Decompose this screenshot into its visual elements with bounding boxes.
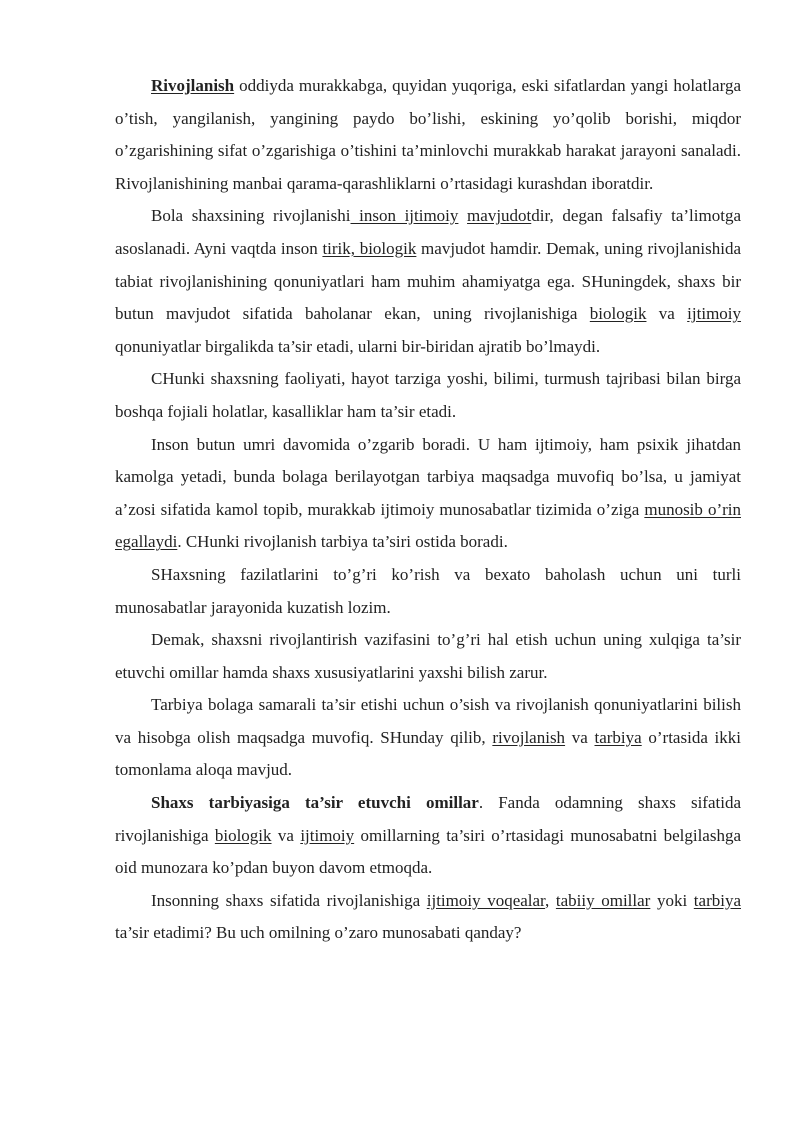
paragraph-7-text-c: va bbox=[565, 727, 595, 747]
paragraph-2-space bbox=[458, 206, 467, 225]
underlined-tirik-biologik: tirik, biologik bbox=[322, 238, 417, 258]
paragraph-9-text-c: , bbox=[545, 890, 556, 910]
section-heading-omillar: Shaxs tarbiyasiga ta’sir etuvchi omillar bbox=[151, 793, 479, 813]
paragraph-8-text-b: . Fanda odamning shaxs sifatida rivojlanishiga bbox=[115, 793, 741, 845]
term-rivojlanish: Rivojlanish bbox=[151, 76, 235, 95]
underlined-ijtimoiy-voqealar: ijtimoiy voqealar bbox=[426, 890, 546, 910]
paragraph-1-text: oddiyda murakkabga, quyidan yuqoriga, eski sifatlardan yangi holatlarga o’tish, yangilanish, yangining paydo bo’lishi, eskining yo’qolib borishi, miqdor o’zgarishining sifat o’zgarishiga o’tishini ta’minlovchi murakkab harakat jarayoni sanaladi. Rivojlanishining manbai qarama-qarashliklarni o’rtasidagi kurashdan iboratdir. bbox=[115, 76, 741, 193]
paragraph-9-text-e: yoki bbox=[650, 890, 694, 910]
paragraph-2 bbox=[115, 200, 741, 363]
underlined-ijtimoiy: ijtimoiy bbox=[687, 304, 742, 324]
paragraph-2-text-g: mavjudot hamdir. Demak, uning rivojlanishida tabiat rivojlanishining qonuniyatlari ham muhim ahamiyatga ega. SHuningdek, shaxs bir butun mavjudot sifatida baholanar ekan, uning rivojlanishiga bbox=[115, 238, 742, 324]
paragraph-6: Demak, shaxsni rivojlantirish vazifasini to’g’ri hal etish uchun uning xulqiga ta’sir etuvchi omillar hamda shaxs xususiyatlarini yaxshi bilish zarur. bbox=[115, 630, 741, 682]
paragraph-7-text-e: o’rtasida ikki tomonlama aloqa mavjud. bbox=[115, 727, 742, 780]
document-page bbox=[115, 70, 741, 950]
paragraph-4-text-c: . CHunki rivojlanish tarbiya ta’siri ostida boradi. bbox=[177, 532, 508, 552]
paragraph-5: SHaxsning fazilatlarini to’g’ri ko’rish va bexato baholash uchun uni turli munosabatlar jarayonida kuzatish lozim. bbox=[115, 564, 741, 617]
paragraph-9-text-a: Insonning shaxs sifatida rivojlanishiga bbox=[151, 890, 427, 910]
paragraph-2-text-e: dir, degan falsafiy ta’limotga asoslanadi. Ayni vaqtda inson bbox=[115, 206, 741, 258]
paragraph-2-text-i: va bbox=[646, 304, 688, 324]
paragraph-2-text-a: Bola shaxsining rivojlanishi bbox=[151, 206, 351, 226]
underlined-tarbiya: tarbiya bbox=[594, 727, 642, 747]
paragraph-3: CHunki shaxsning faoliyati, hayot tarziga yoshi, bilimi, turmush tajribasi bilan birga boshqa fojiali holatlar, kasalliklar ham ta’sir etadi. bbox=[115, 369, 741, 421]
paragraph-4-text-a: Inson butun umri davomida o’zgarib boradi. U ham ijtimoiy, ham psixik jihatdan kamolga yetadi, bunda bolaga berilayotgan tarbiya maqsadga muvofiq bo’lsa, u jamiyat a’zosi sifatida kamol topib, murakkab ijtimoiy munosabatlar tizimida o’ziga bbox=[115, 434, 741, 519]
underlined-inson-ijtimoiy: inson ijtimoiy bbox=[350, 206, 459, 226]
underlined-tabiiy-omillar: tabiiy omillar bbox=[555, 890, 651, 910]
underlined-mavjudot: mavjudot bbox=[467, 206, 532, 226]
paragraph-2-text-k: qonuniyatlar birgalikda ta’sir etadi, ularni bir-biridan ajratib bo’lmaydi. bbox=[115, 336, 601, 356]
paragraph-4 bbox=[115, 429, 741, 559]
paragraph-8-text-f: omillarning ta’siri o’rtasidagi munosabatni belgilashga oid munozara ko’pdan buyon davom etmoqda. bbox=[115, 825, 742, 878]
paragraph-9-text-g: ta’sir etadimi? Bu uch omilning o’zaro munosabati qanday? bbox=[115, 923, 522, 943]
underlined-biologik: biologik bbox=[589, 304, 647, 324]
underlined-tarbiya-2: tarbiya bbox=[693, 890, 741, 910]
underlined-ijtimoiy-2: ijtimoiy bbox=[300, 825, 355, 845]
paragraph-9 bbox=[115, 885, 741, 950]
paragraph-7 bbox=[115, 689, 741, 787]
paragraph-8-text-d: va bbox=[271, 825, 301, 845]
underlined-rivojlanish: rivojlanish bbox=[492, 727, 566, 747]
paragraph-1 bbox=[115, 70, 741, 200]
paragraph-8 bbox=[115, 787, 741, 885]
underlined-biologik-2: biologik bbox=[214, 825, 272, 845]
paragraph-7-text-a: Tarbiya bolaga samarali ta’sir etishi uchun o’sish va rivojlanish qonuniyatlarini bilish va hisobga olish maqsadga muvofiq. SHunday qilib, bbox=[115, 695, 741, 747]
underlined-munosib-orin: munosib o’rin egallaydi bbox=[115, 499, 741, 552]
